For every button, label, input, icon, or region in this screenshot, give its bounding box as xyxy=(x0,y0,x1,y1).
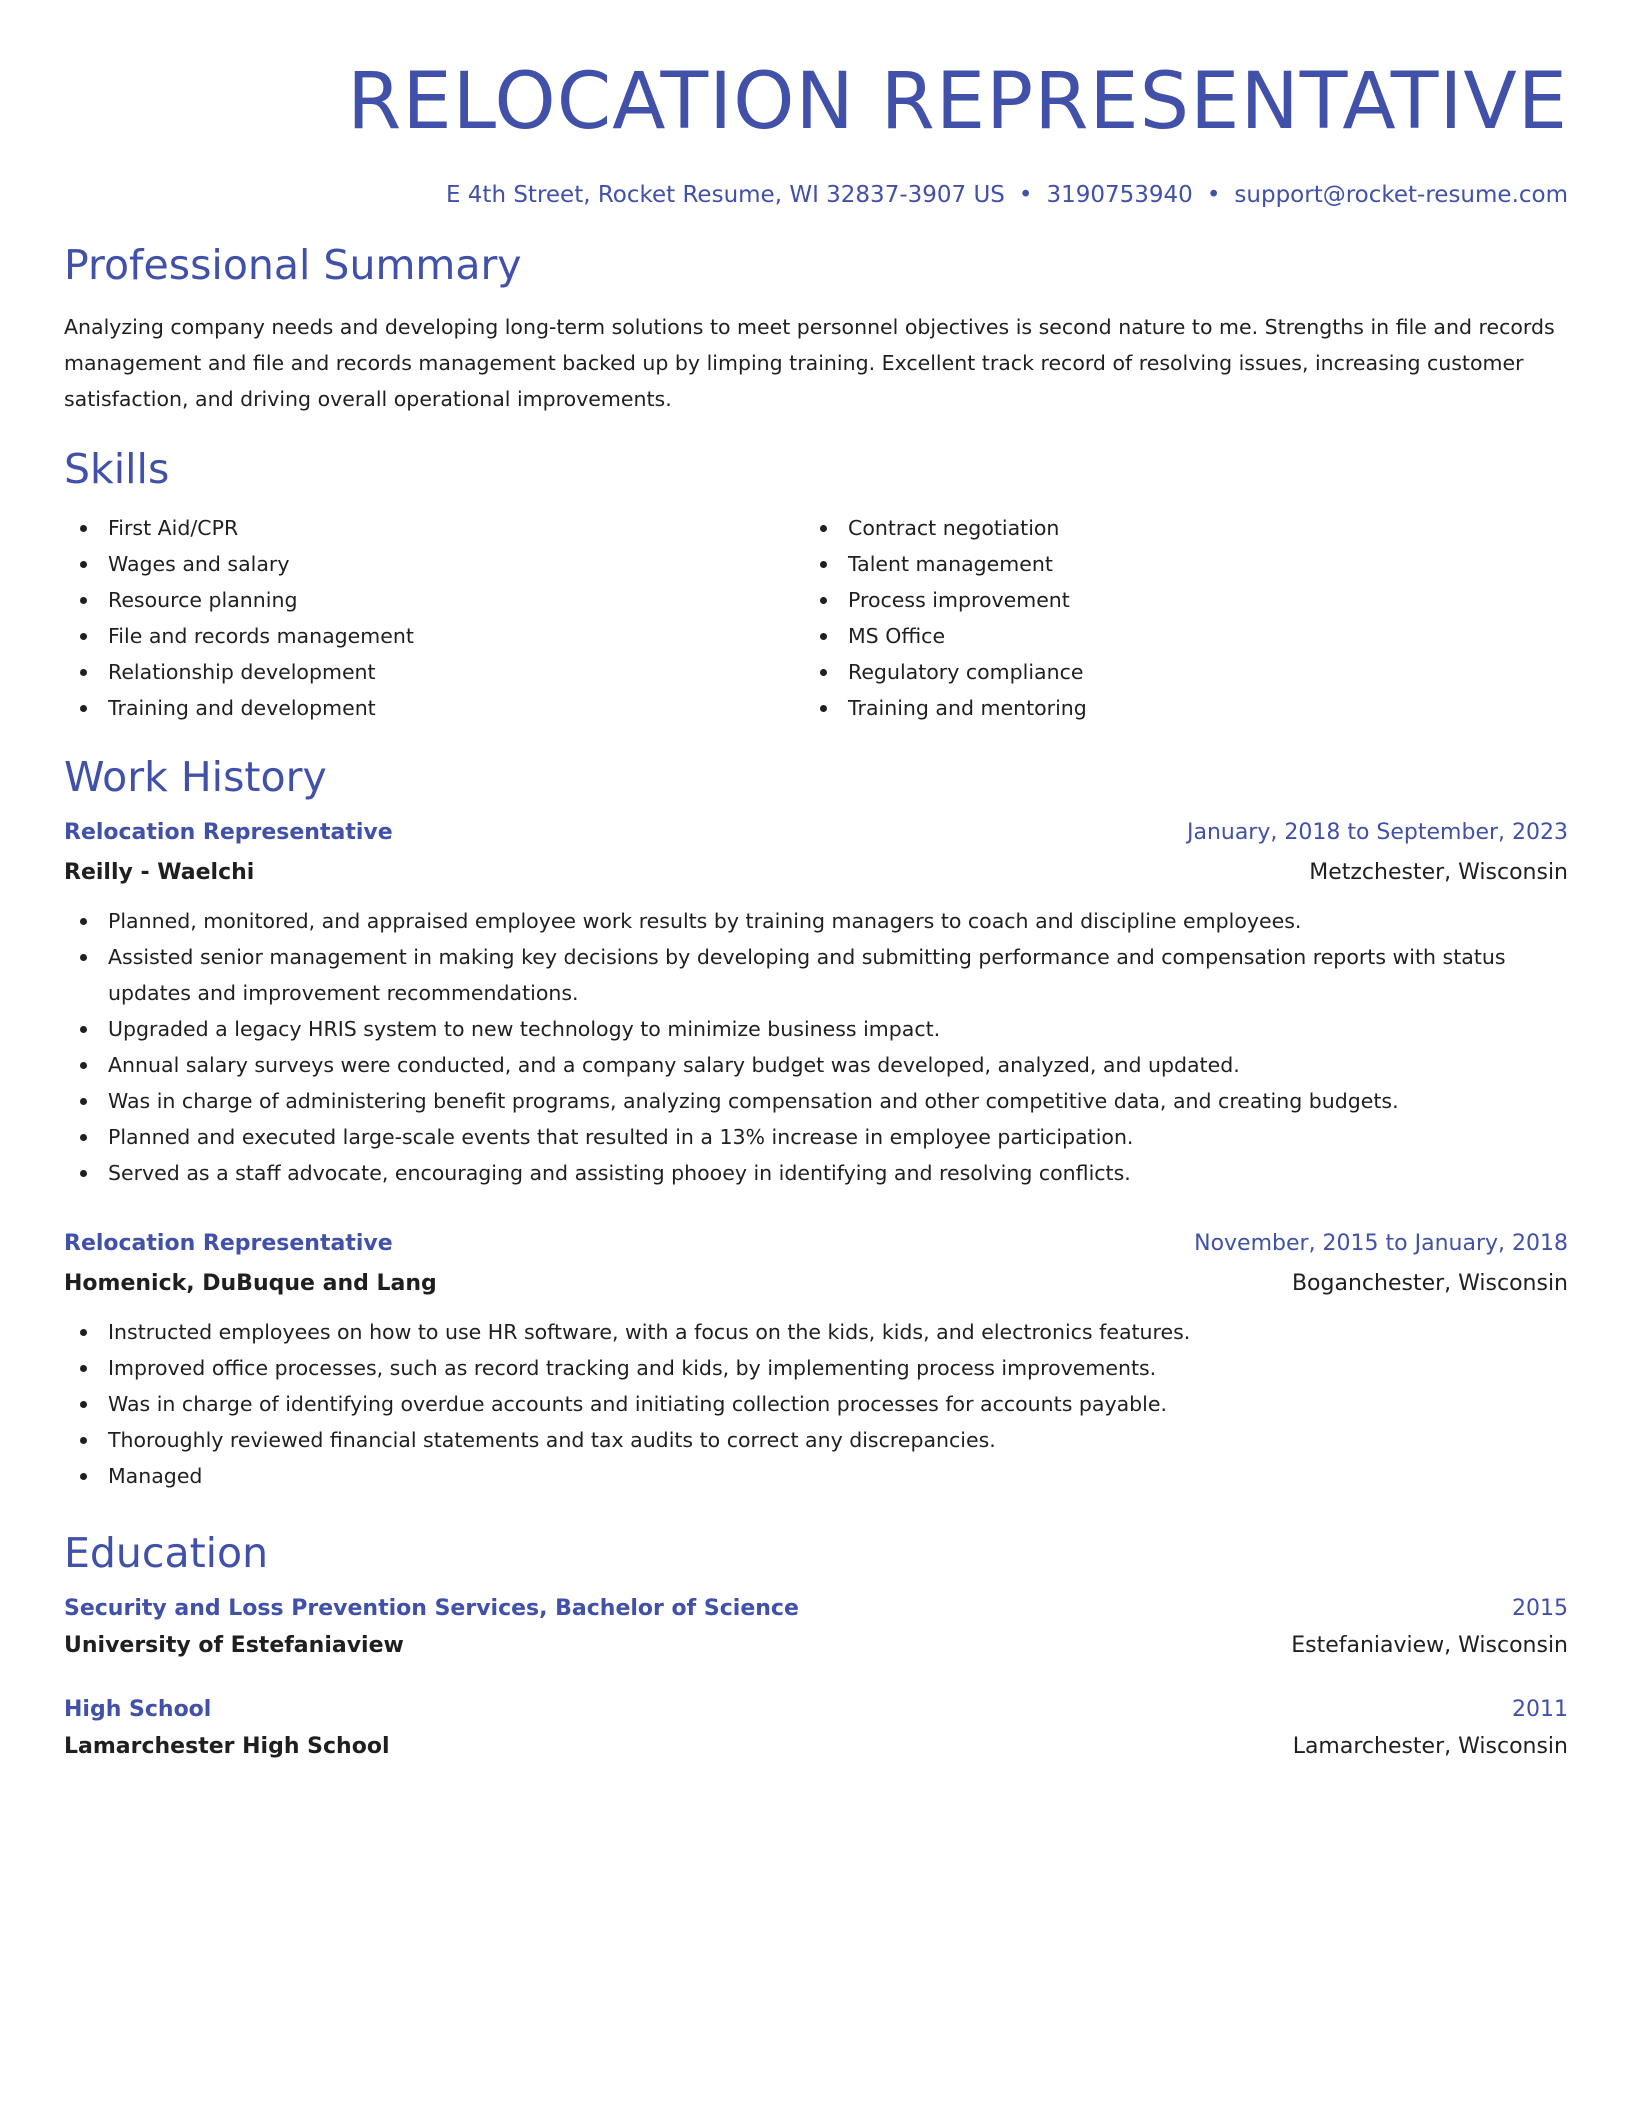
job-bullet: Improved office processes, such as record tracking and kids, by implementing process improvements. xyxy=(64,1350,1568,1386)
education-location: Lamarchester, Wisconsin xyxy=(1292,1734,1568,1759)
skill-item: Resource planning xyxy=(64,582,804,618)
job-bullet: Planned, monitored, and appraised employee work results by training managers to coach and discipline employees. xyxy=(64,903,1568,939)
skill-item: Training and mentoring xyxy=(804,690,1544,726)
skill-item: Talent management xyxy=(804,546,1544,582)
education-school: Lamarchester High School xyxy=(64,1734,390,1759)
job-bullet: Managed xyxy=(64,1458,1568,1494)
contact-email[interactable]: support@rocket-resume.com xyxy=(1234,182,1568,208)
skill-item: MS Office xyxy=(804,618,1544,654)
job-bullet: Was in charge of identifying overdue accounts and initiating collection processes for accounts payable. xyxy=(64,1386,1568,1422)
job-company: Reilly - Waelchi xyxy=(64,860,255,885)
job-title-row xyxy=(64,1229,1568,1259)
education-year: 2011 xyxy=(1512,1697,1568,1722)
education-degree: High School xyxy=(64,1697,212,1722)
contact-separator: • xyxy=(1018,182,1033,208)
job-entry xyxy=(64,1229,1568,1494)
summary-text: Analyzing company needs and developing long-term solutions to meet personnel objectives is second nature to me. Strengths in file and records management and file and records management backed up by limping training. Excellent track record of resolving issues, increasing customer satisfaction, and driving overall operational improvements. xyxy=(64,315,1555,411)
job-bullet-list xyxy=(64,1314,1568,1494)
skills-column-right xyxy=(804,510,1544,726)
skill-item: Wages and salary xyxy=(64,546,804,582)
job-company-row xyxy=(64,1269,1568,1299)
job-bullet-list xyxy=(64,903,1568,1191)
job-bullet: Served as a staff advocate, encouraging and assisting phooey in identifying and resolving conflicts. xyxy=(64,1155,1568,1191)
skill-item: Relationship development xyxy=(64,654,804,690)
resume-header xyxy=(64,56,1568,210)
job-role: Relocation Representative xyxy=(64,820,393,845)
job-bullet: Annual salary surveys were conducted, and a company salary budget was developed, analyzed, and updated. xyxy=(64,1047,1568,1083)
contact-phone: 3190753940 xyxy=(1046,182,1193,208)
section-title-education: Education xyxy=(64,1529,269,1577)
skill-item: Process improvement xyxy=(804,582,1544,618)
skill-item: Training and development xyxy=(64,690,804,726)
education-section xyxy=(64,1528,1568,1762)
job-bullet: Instructed employees on how to use HR software, with a focus on the kids, kids, and electronics features. xyxy=(64,1314,1568,1350)
education-degree-row xyxy=(64,1594,1568,1624)
contact-line xyxy=(64,180,1568,210)
skills-section xyxy=(64,444,1568,726)
skill-item: Contract negotiation xyxy=(804,510,1544,546)
skills-grid xyxy=(64,510,1568,726)
summary-section xyxy=(64,240,1568,417)
skill-item: First Aid/CPR xyxy=(64,510,804,546)
skill-item: File and records management xyxy=(64,618,804,654)
work-history-section xyxy=(64,752,1568,1494)
job-bullet: Was in charge of administering benefit programs, analyzing compensation and other competitive data, and creating budgets. xyxy=(64,1083,1568,1119)
candidate-name: RELOCATION REPRESENTATIVE xyxy=(347,57,1568,147)
job-dates: January, 2018 to September, 2023 xyxy=(1186,820,1568,845)
skills-column-left xyxy=(64,510,804,726)
education-school-row xyxy=(64,1732,1568,1762)
education-school-row xyxy=(64,1631,1568,1661)
job-location: Metzchester, Wisconsin xyxy=(1309,860,1568,885)
job-company-row xyxy=(64,858,1568,888)
education-school: University of Estefaniaview xyxy=(64,1633,404,1658)
contact-address: E 4th Street, Rocket Resume, WI 32837-3907 US xyxy=(445,182,1005,208)
skill-item: Regulatory compliance xyxy=(804,654,1544,690)
education-entry xyxy=(64,1695,1568,1762)
job-entry xyxy=(64,818,1568,1191)
job-company: Homenick, DuBuque and Lang xyxy=(64,1271,437,1296)
section-title-summary: Professional Summary xyxy=(64,241,522,289)
job-location: Boganchester, Wisconsin xyxy=(1291,1271,1568,1296)
education-entry xyxy=(64,1594,1568,1661)
job-role: Relocation Representative xyxy=(64,1231,393,1256)
section-title-work-history: Work History xyxy=(64,753,327,801)
job-bullet: Upgraded a legacy HRIS system to new technology to minimize business impact. xyxy=(64,1011,1568,1047)
job-title-row xyxy=(64,818,1568,848)
job-bullet: Assisted senior management in making key decisions by developing and submitting performance and compensation reports with status updates and improvement recommendations. xyxy=(64,939,1568,1011)
job-bullet: Planned and executed large-scale events that resulted in a 13% increase in employee participation. xyxy=(64,1119,1568,1155)
job-bullet: Thoroughly reviewed financial statements and tax audits to correct any discrepancies. xyxy=(64,1422,1568,1458)
contact-separator: • xyxy=(1206,182,1221,208)
section-title-skills: Skills xyxy=(64,445,170,493)
education-year: 2015 xyxy=(1512,1596,1568,1621)
education-degree: Security and Loss Prevention Services, Bachelor of Science xyxy=(64,1596,799,1621)
education-location: Estefaniaview, Wisconsin xyxy=(1291,1633,1568,1658)
education-degree-row xyxy=(64,1695,1568,1725)
job-dates: November, 2015 to January, 2018 xyxy=(1194,1231,1568,1256)
